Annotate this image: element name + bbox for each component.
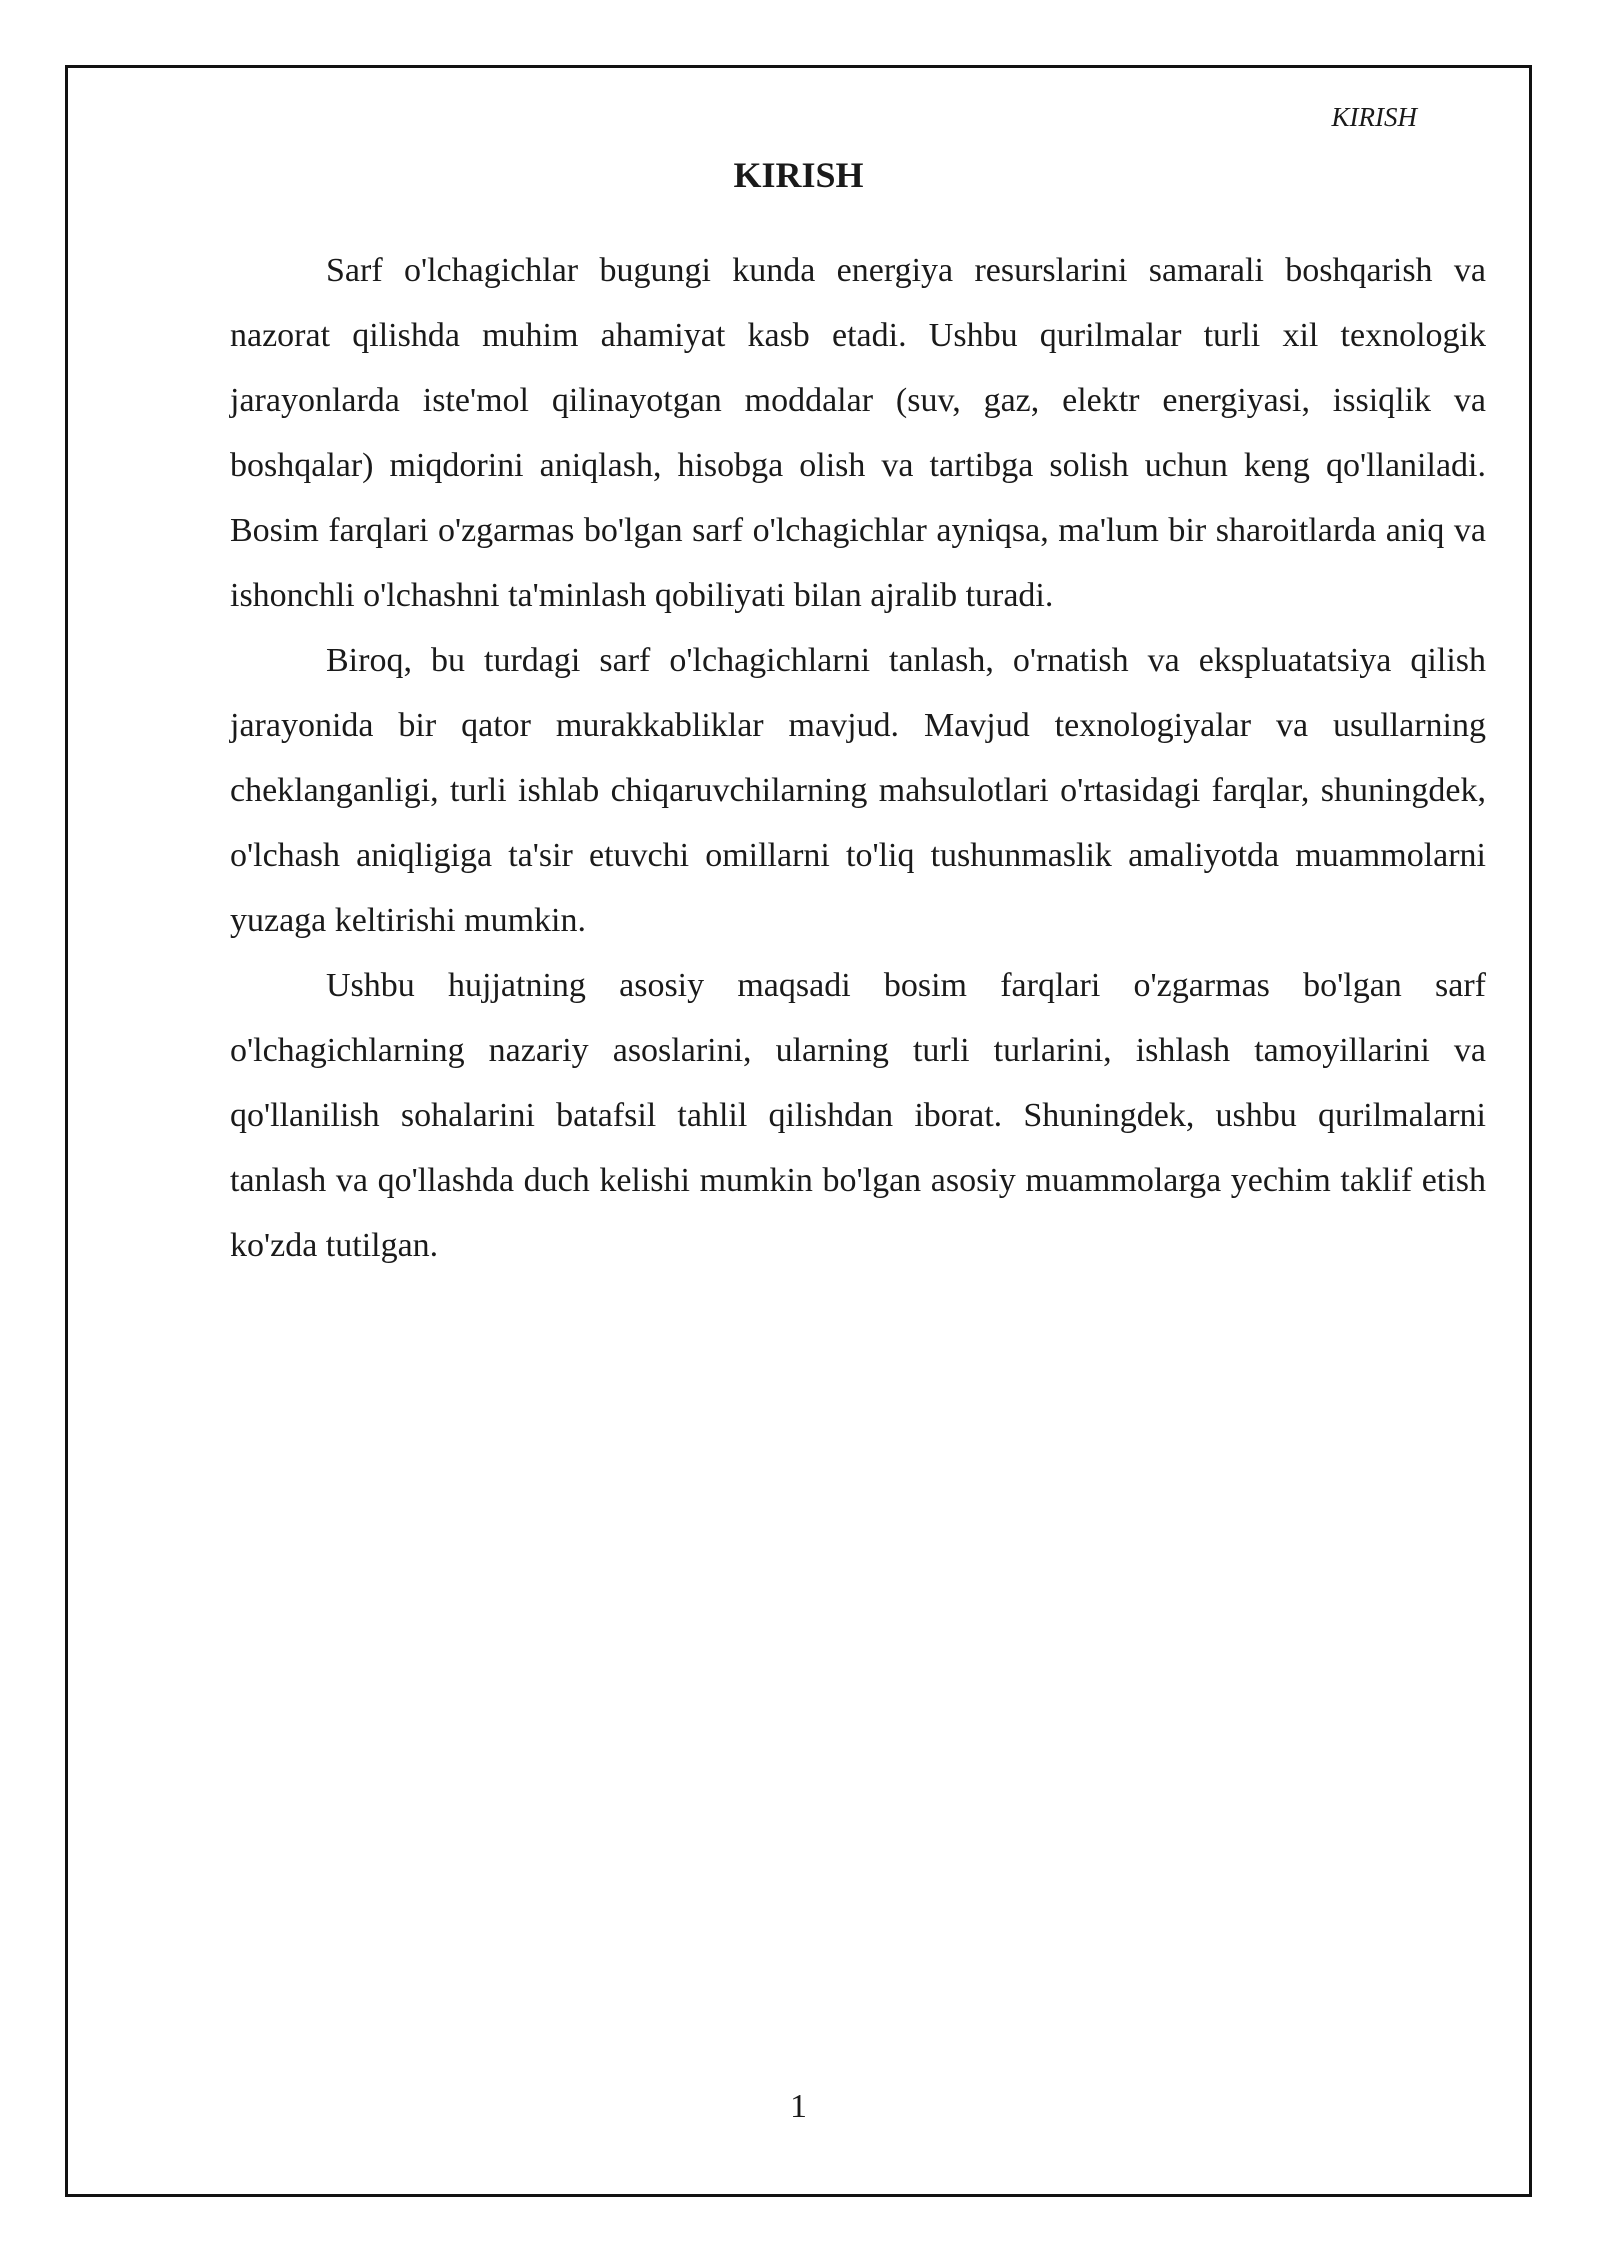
- paragraph-3: Ushbu hujjatning asosiy maqsadi bosim farqlari o'zgarmas bo'lgan sarf o'lchagichlarning nazariy asoslarini, ularning turli turlarini, ishlash tamoyillarini va qo'llanilish sohalarini batafsil tahlil qilishdan iborat. Shuningdek, ushbu qurilmalarni tanlash va qo'llashda duch kelishi mumkin bo'lgan asosiy muammolarga yechim taklif etish ko'zda tutilgan.: [230, 967, 1486, 1264]
- page-title: KIRISH: [733, 155, 864, 195]
- body-text: [230, 238, 1486, 1278]
- paragraph-2: Biroq, bu turdagi sarf o'lchagichlarni tanlash, o'rnatish va ekspluatatsiya qilish jarayonida bir qator murakkabliklar mavjud. Mavjud texnologiyalar va usullarning cheklanganligi, turli ishlab chiqaruvchilarning mahsulotlari o'rtasidagi farqlar, shuningdek, o'lchash aniqligiga ta'sir etuvchi omillarni to'liq tushunmaslik amaliyotda muammolarni yuzaga keltirishi mumkin.: [230, 642, 1486, 939]
- running-header: KIRISH: [1331, 102, 1417, 132]
- paragraph-1: Sarf o'lchagichlar bugungi kunda energiya resurslarini samarali boshqarish va nazorat qilishda muhim ahamiyat kasb etadi. Ushbu qurilmalar turli xil texnologik jarayonlarda iste'mol qilinayotgan moddalar (suv, gaz, elektr energiyasi, issiqlik va boshqalar) miqdorini aniqlash, hisobga olish va tartibga solish uchun keng qo'llaniladi. Bosim farqlari o'zgarmas bo'lgan sarf o'lchagichlar ayniqsa, ma'lum bir sharoitlarda aniq va ishonchli o'lchashni ta'minlash qobiliyati bilan ajralib turadi.: [230, 252, 1486, 614]
- page-number: 1: [790, 2088, 807, 2125]
- page-frame: [65, 65, 1532, 2197]
